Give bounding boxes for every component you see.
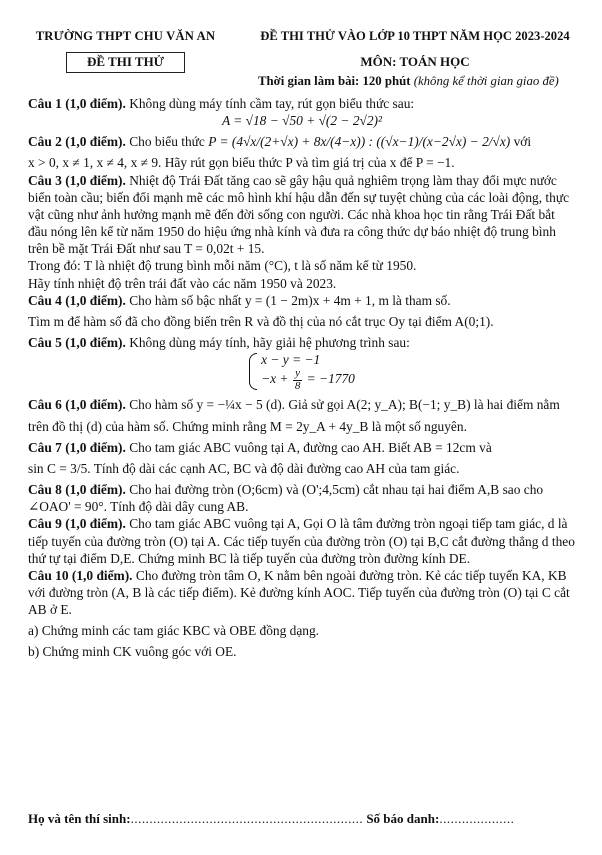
question-3 [28,172,576,258]
question-2 [28,133,576,150]
question-8-label: Câu 8 (1,0 điểm). [28,482,126,498]
question-10-b: b) Chứng minh CK vuông góc với OE. [28,644,237,660]
school-name: TRƯỜNG THPT CHU VĂN AN [35,29,216,43]
question-8 [28,481,576,498]
question-6-line2: trên đồ thị (d) của hàm số. Chứng minh rằng M = 2y_A + 4y_B là một số nguyên. [28,418,467,434]
question-2-label: Câu 2 (1,0 điểm). [28,134,126,150]
time-note: (không kể thời gian giao đề) [413,74,559,88]
question-4 [28,292,576,309]
question-2-formula: P = (4√x/(2+√x) + 8x/(4−x)) : ((√x−1)/(x−2√x) − 2/√x) [208,134,511,150]
question-2-after: với [513,134,532,150]
question-3-line2: Trong đó: T là nhiệt độ trung bình mỗi năm (°C), t là số năm kể từ 1950. [28,258,417,274]
question-7-line2: sin C = 3/5. Tính độ dài các cạnh AC, BC và độ dài đường cao AH của tam giác. [28,460,460,476]
question-10-a: a) Chứng minh các tam giác KBC và OBE đồng dạng. [28,623,320,639]
equation-2-left: −x + [261,371,292,387]
question-7 [28,439,576,456]
question-1 [28,95,576,112]
question-9-text: Cho tam giác ABC vuông tại A, Gọi O là tâm đường tròn ngoại tiếp tam giác, d là tiếp tuyến của đường tròn (O) tại A. Các tiếp tuyến của đường tròn (O) tại B,C cắt đường thẳng d theo thứ tự tại điểm D,E. Chứng minh BC là tiếp tuyến của đường tròn đường kính DE. [28,516,575,566]
question-4-line2: Tìm m để hàm số đã cho đồng biến trên R và đồ thị của nó cắt trục Oy tại điểm A(0;1). [28,313,494,329]
exam-title: ĐỀ THI THỬ VÀO LỚP 10 THPT NĂM HỌC 2023-2024 [260,29,570,43]
question-10 [28,567,576,618]
question-7-text: Cho tam giác ABC vuông tại A, đường cao AH. Biết AB = 12cm và [129,439,492,455]
question-1-label: Câu 1 (1,0 điểm). [28,96,126,111]
questions [28,95,576,661]
header-left [18,28,233,73]
question-3-label: Câu 3 (1,0 điểm). [28,172,126,188]
candidate-id-label: Số báo danh: [366,811,440,826]
exam-time [258,73,559,89]
equation-2-fraction [293,368,303,392]
question-9 [28,515,576,566]
question-5-text: Không dùng máy tính, hãy giải hệ phương trình sau: [129,335,410,351]
question-10-label: Câu 10 (1,0 điểm). [28,567,133,583]
exam-type-box: ĐỀ THI THỬ [66,52,185,73]
question-6 [28,396,576,413]
candidate-id-dots: .................... [439,811,515,826]
question-3-text: Nhiệt độ Trái Đất tăng cao sẽ gây hậu quả nghiêm trọng làm thay đổi mực nước biển toàn cầu; biến đổi mạnh mẽ các mô hình khí hậu dẫn đến sự tuyệt chủng của các loài động, thực vật cũng như ảnh hưởng mạnh mẽ đến đời sống con người. Các nhà khoa học tin rằng Trái Đất bắt đầu nóng lên kể từ năm 1950 do hiệu ứng nhà kính và đưa ra công thức dự báo nhiệt độ trung bình trên bề mặt Trái Đất như sau T = 0,02t + 15. [28,172,570,257]
question-8-line2: ∠OAO' = 90°. Tính độ dài dây cung AB. [28,499,249,515]
question-4-label: Câu 4 (1,0 điểm). [28,292,126,308]
question-10-text: Cho đường tròn tâm O, K nằm bên ngoài đường tròn. Kẻ các tiếp tuyến KA, KB với đường tròn (A, B là các tiếp điểm). Kẻ đường kính AOC. Tiếp tuyến của đường tròn (O) tại C cắt AB ở E. [28,567,570,618]
question-6-label: Câu 6 (1,0 điểm). [28,397,126,413]
equation-2-denominator: 8 [294,379,301,392]
question-6-text: Cho hàm số y = −¼x − 5 (d). Giả sử gọi A(2; y_A); B(−1; y_B) là hai điểm nằm [129,397,560,413]
equation-2-right: = −1770 [303,371,355,387]
question-5-label: Câu 5 (1,0 điểm). [28,335,126,351]
equation-system [249,351,355,392]
candidate-name-label: Họ và tên thí sinh: [28,811,131,826]
question-4-text: Cho hàm số bậc nhất y = (1 − 2m)x + 4m + 1, m là tham số. [129,292,451,308]
question-2-condition: x > 0, x ≠ 1, x ≠ 4, x ≠ 9. Hãy rút gọn biểu thức P và tìm giá trị của x để P = −1. [28,155,455,171]
question-7-label: Câu 7 (1,0 điểm). [28,439,126,455]
exam-subject: MÔN: TOÁN HỌC [360,54,470,70]
question-2-text: Cho biểu thức [129,134,205,150]
equation-2 [261,368,355,392]
question-9-label: Câu 9 (1,0 điểm). [28,516,126,532]
time-label: Thời gian làm bài: 120 phút [258,74,411,88]
question-5-system-wrap [28,351,576,392]
candidate-name-dots: .............................................................. [130,811,364,826]
question-8-text: Cho hai đường tròn (O;6cm) và (O';4,5cm) cắt nhau tại hai điểm A,B sao cho [129,482,544,498]
question-1-formula: A = √18 − √50 + √(2 − 2√2)² [221,113,383,129]
header-right [240,28,590,71]
question-1-text: Không dùng máy tính cầm tay, rút gọn biểu thức sau: [129,96,415,111]
question-3-line3: Hãy tính nhiệt độ trên trái đất vào các năm 1950 và 2023. [28,275,337,291]
candidate-info [28,811,578,828]
equation-1: x − y = −1 [261,352,321,368]
equation-2-numerator: y [293,368,303,381]
question-5 [28,334,576,351]
